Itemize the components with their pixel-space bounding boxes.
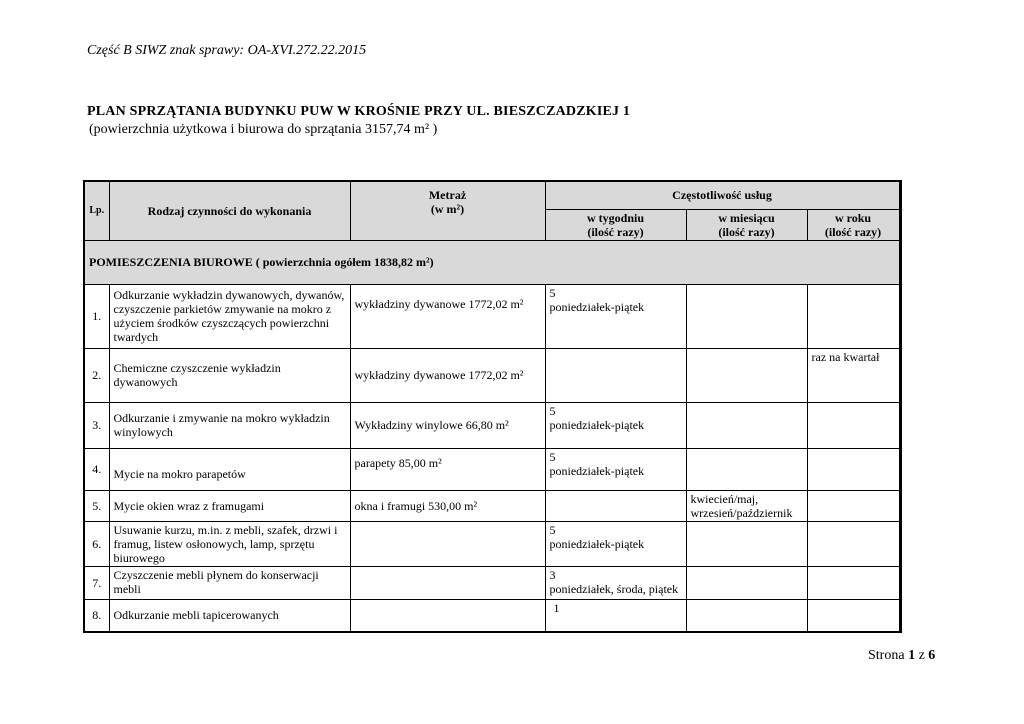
header-lp: Lp.	[84, 181, 109, 240]
header-miesiac	[686, 209, 807, 240]
footer-label: Strona	[868, 648, 905, 663]
page-footer	[868, 648, 935, 664]
row-lp: 4.	[84, 448, 109, 490]
row-metraz: Wykładziny winylowe 66,80 m²	[350, 402, 545, 448]
row-tydzien-count: 5	[549, 285, 556, 300]
row-rodzaj: Odkurzanie mebli tapicerowanych	[109, 599, 350, 632]
row-miesiac	[686, 566, 807, 599]
row-rodzaj: Odkurzanie i zmywanie na mokro wykładzin winylowych	[109, 402, 350, 448]
row-miesiac	[686, 402, 807, 448]
document-subtitle: (powierzchnia użytkowa i biurowa do sprzątania 3157,74 m² )	[89, 122, 438, 137]
section-biurowe: POMIESZCZENIA BIUROWE ( powierzchnia ogółem 1838,82 m²)	[84, 240, 900, 284]
row-tydzien-days: poniedziałek-piątek	[549, 536, 645, 551]
row-metraz: okna i framugi 530,00 m²	[350, 490, 545, 521]
document-title: PLAN SPRZĄTANIA BUDYNKU PUW W KROŚNIE PRZY UL. BIESZCZADZKIEJ 1	[87, 104, 631, 119]
row-miesiac	[686, 521, 807, 566]
row-rodzaj: Chemiczne czyszczenie wykładzin dywanowych	[109, 348, 350, 402]
row-rok	[807, 448, 900, 490]
table-row	[84, 348, 900, 402]
row-tydzien-count: 5	[549, 403, 556, 418]
footer-total: 6	[928, 648, 936, 663]
document-header: Część B SIWZ znak sprawy: OA-XVI.272.22.2015	[87, 43, 367, 58]
row-metraz: wykładziny dywanowe 1772,02 m²	[350, 348, 545, 402]
row-tydzien	[545, 402, 686, 448]
row-tydzien-count: 1	[553, 600, 560, 615]
row-rok	[807, 284, 900, 348]
header-miesiac-label: w miesiącu	[718, 210, 775, 225]
header-rodzaj: Rodzaj czynności do wykonania	[109, 181, 350, 240]
header-miesiac-sub: (ilość razy)	[718, 224, 775, 239]
table-row	[84, 402, 900, 448]
row-miesiac	[686, 348, 807, 402]
row-lp: 2.	[84, 348, 109, 402]
row-tydzien	[545, 566, 686, 599]
row-tydzien	[545, 284, 686, 348]
row-rok	[807, 490, 900, 521]
row-tydzien-days: poniedziałek, środa, piątek	[549, 581, 679, 596]
cleaning-plan-table	[83, 180, 902, 633]
header-rok	[807, 209, 900, 240]
row-tydzien-count: 5	[549, 522, 556, 537]
row-lp: 8.	[84, 599, 109, 632]
row-metraz	[350, 566, 545, 599]
header-rok-sub: (ilość razy)	[824, 224, 882, 239]
row-rodzaj: Odkurzanie wykładzin dywanowych, dywanów, czyszczenie parkietów zmywanie na mokro z użyciem środków czyszczących powierzchni twardych	[109, 284, 350, 348]
row-rodzaj: Mycie na mokro parapetów	[109, 448, 350, 490]
header-metraz	[350, 181, 545, 240]
row-lp: 5.	[84, 490, 109, 521]
row-miesiac: kwiecień/maj, wrzesień/październik	[686, 490, 807, 521]
header-rok-label: w roku	[834, 210, 872, 225]
row-rodzaj: Czyszczenie mebli płynem do konserwacji mebli	[109, 566, 350, 599]
row-tydzien-days: poniedziałek-piątek	[549, 463, 645, 478]
row-tydzien-count: 3	[549, 567, 556, 582]
header-czestotliwosc: Częstotliwość usług	[545, 181, 900, 209]
table-row	[84, 448, 900, 490]
row-lp: 3.	[84, 402, 109, 448]
row-lp: 7.	[84, 566, 109, 599]
row-rodzaj: Usuwanie kurzu, m.in. z mebli, szafek, drzwi i framug, listew osłonowych, lamp, sprzętu biurowego	[109, 521, 350, 566]
header-tydzien-label: w tygodniu	[586, 210, 645, 225]
row-metraz: wykładziny dywanowe 1772,02 m²	[350, 284, 545, 348]
row-rok	[807, 521, 900, 566]
row-miesiac	[686, 284, 807, 348]
row-tydzien-days: poniedziałek-piątek	[549, 417, 645, 432]
row-rok	[807, 599, 900, 632]
row-tydzien	[545, 599, 686, 632]
row-lp: 6.	[84, 521, 109, 566]
row-metraz: parapety 85,00 m²	[350, 448, 545, 490]
footer-page: 1	[908, 648, 916, 663]
table-row	[84, 521, 900, 566]
row-tydzien	[545, 490, 686, 521]
header-tydzien-sub: (ilość razy)	[587, 224, 644, 239]
row-rok: raz na kwartał	[807, 348, 900, 402]
row-rodzaj: Mycie okien wraz z framugami	[109, 490, 350, 521]
header-tydzien	[545, 209, 686, 240]
row-rok	[807, 402, 900, 448]
footer-of: z	[918, 648, 925, 663]
table-row	[84, 599, 900, 632]
table-row	[84, 566, 900, 599]
row-tydzien-days: poniedziałek-piątek	[549, 299, 645, 314]
row-miesiac	[686, 448, 807, 490]
row-tydzien	[545, 448, 686, 490]
row-tydzien	[545, 348, 686, 402]
row-lp: 1.	[84, 284, 109, 348]
header-metraz-unit: (w m²)	[430, 202, 465, 216]
row-metraz	[350, 599, 545, 632]
table-row	[84, 490, 900, 521]
row-rok	[807, 566, 900, 599]
row-tydzien	[545, 521, 686, 566]
header-metraz-label: Metraż	[428, 188, 467, 202]
row-metraz	[350, 521, 545, 566]
row-tydzien-count: 5	[549, 449, 556, 464]
table-row	[84, 284, 900, 348]
row-miesiac	[686, 599, 807, 632]
